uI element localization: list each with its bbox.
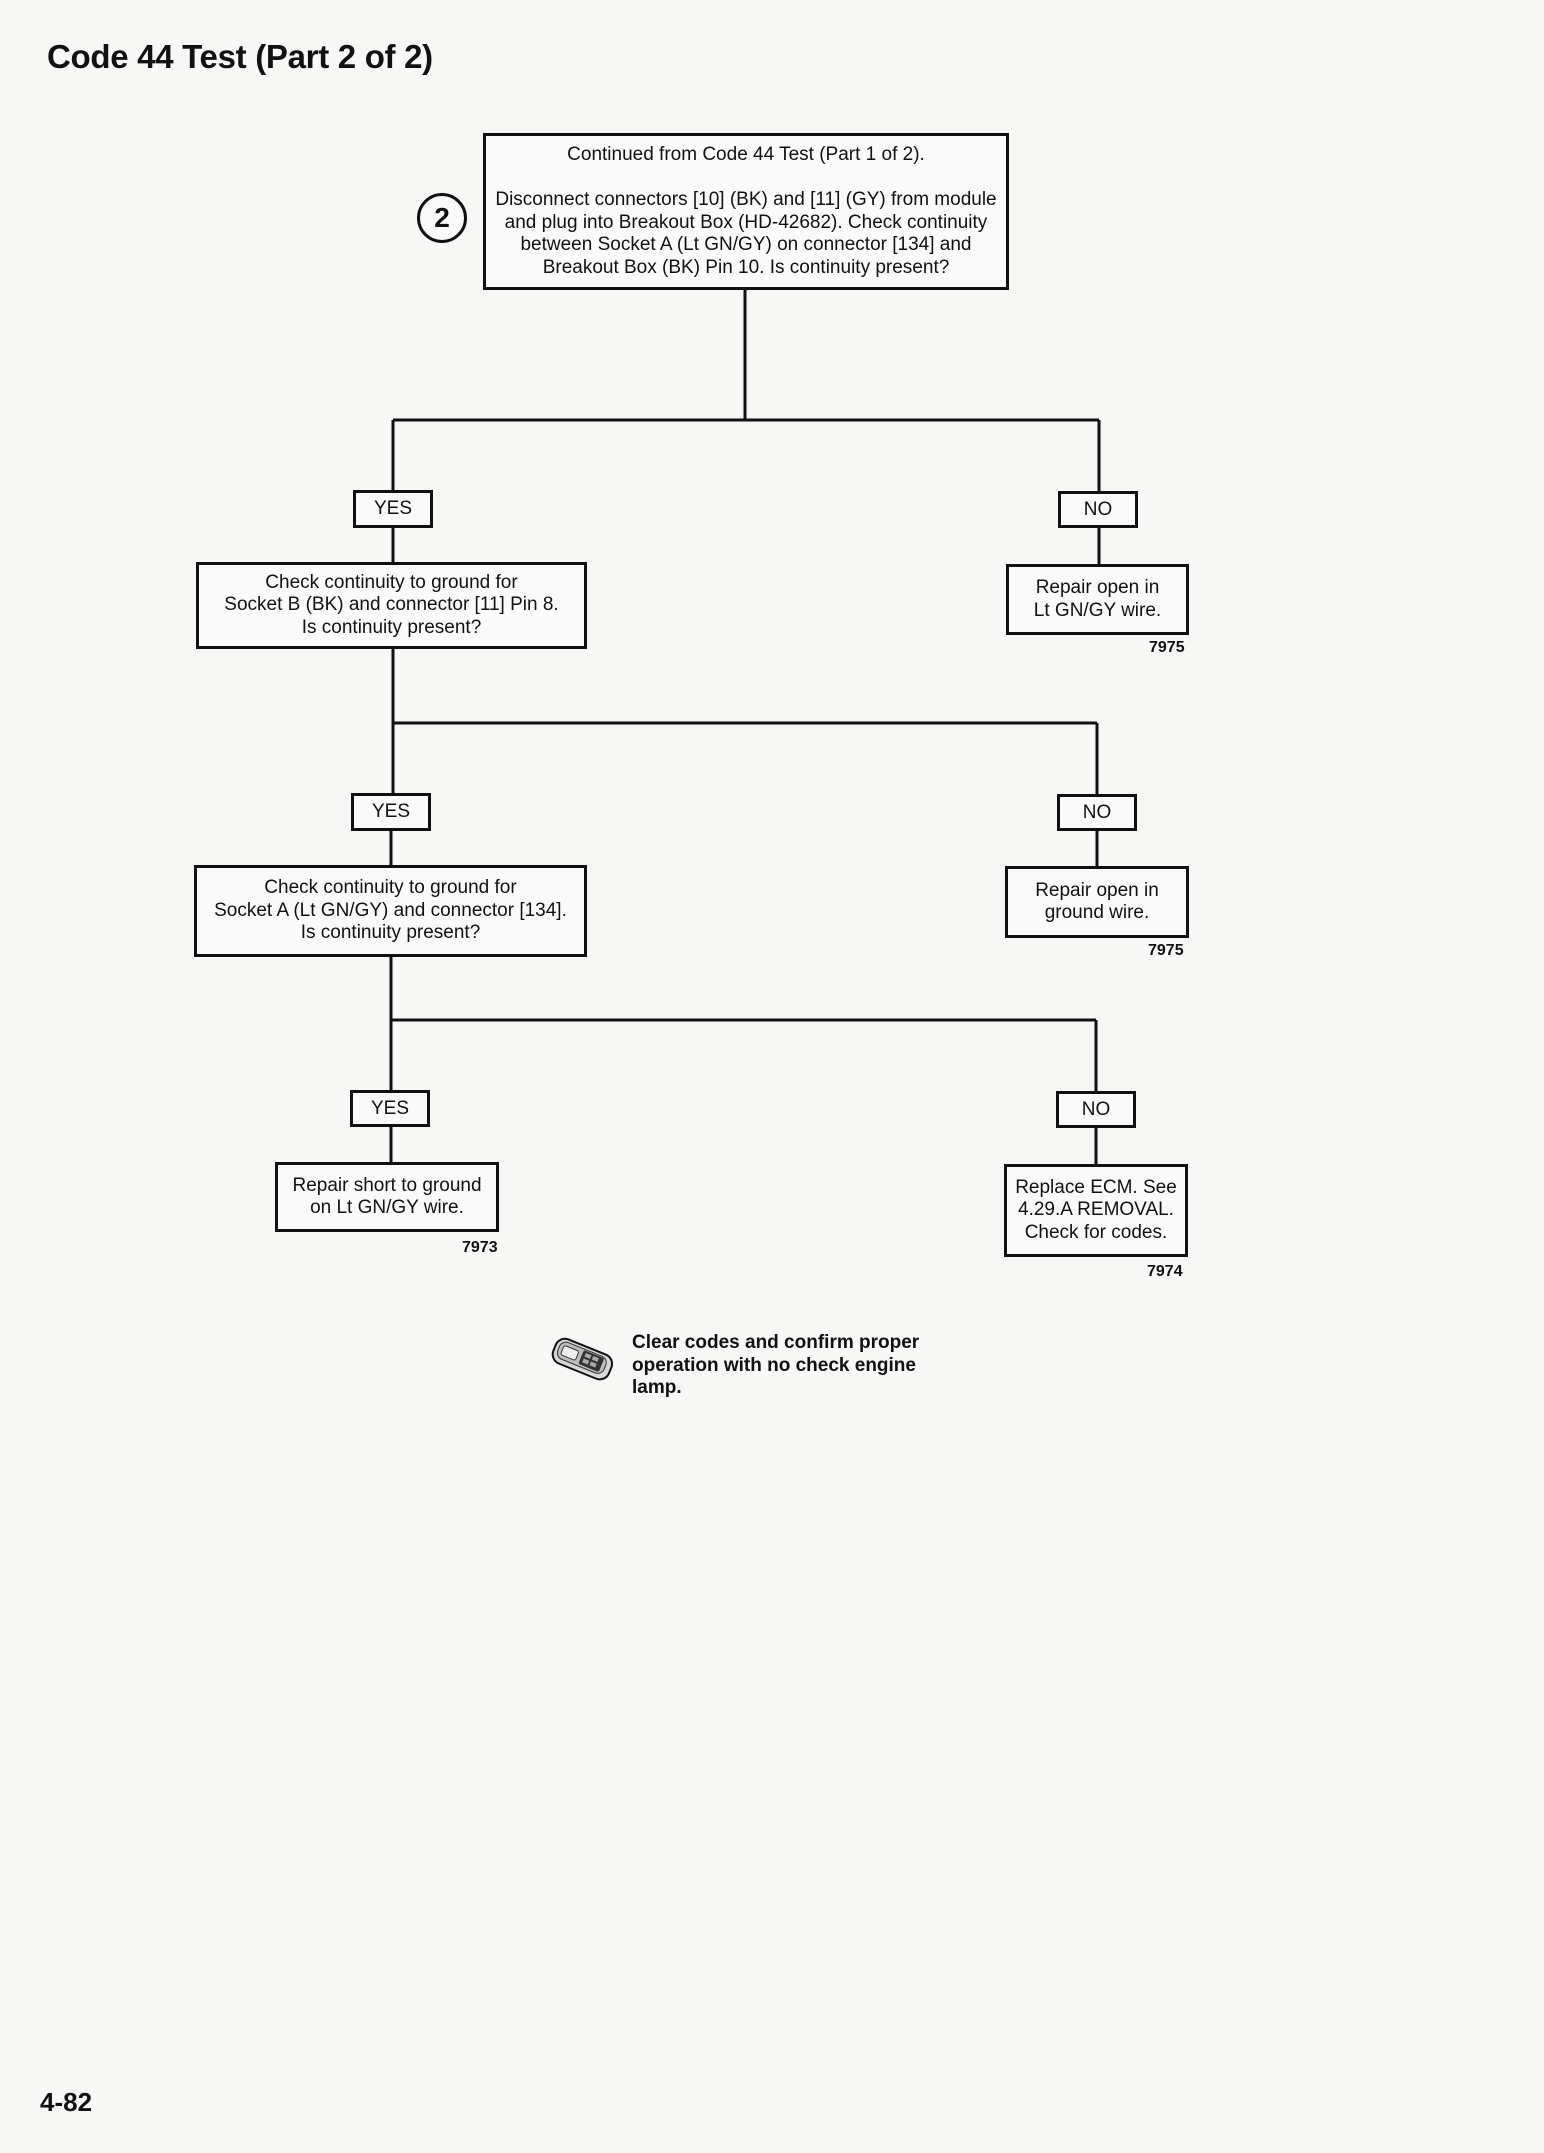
check-socket-b-text: Check continuity to ground for Socket B (BK) and connector [11] Pin 8. Is continuity present?	[224, 571, 559, 638]
reference-number: 7973	[462, 1239, 498, 1256]
reference-number: 7975	[1148, 942, 1184, 959]
yes-label-2: YES	[351, 793, 431, 831]
page-title: Code 44 Test (Part 2 of 2)	[47, 38, 433, 75]
yes-label-1: YES	[353, 490, 433, 528]
check-socket-a-box	[194, 865, 587, 957]
repair-open-ground-text: Repair open in ground wire.	[1035, 879, 1159, 923]
no-label-3: NO	[1056, 1091, 1136, 1128]
no-label-2: NO	[1057, 794, 1137, 831]
yes-label-3: YES	[350, 1090, 430, 1127]
final-note: Clear codes and confirm proper operation with no check engine lamp.	[632, 1332, 920, 1398]
repair-open-ltgngy-box	[1006, 564, 1189, 635]
repair-open-ltgngy-text: Repair open in Lt GN/GY wire.	[1033, 577, 1162, 621]
start-box-text: Continued from Code 44 Test (Part 1 of 2). Disconnect connectors [10] (BK) and [11] (GY) from module and plug into Breakout Box (HD-42682). Check continuity between Socket A (Lt GN/GY) on connector [134] and Breakout Box (BK) Pin 10. Is continuity present?	[495, 144, 997, 278]
replace-ecm-text: Replace ECM. See 4.29.A REMOVAL. Check for codes.	[1015, 1176, 1177, 1243]
reference-number: 7974	[1147, 1263, 1183, 1280]
page-number: 4-82	[40, 2087, 93, 2117]
check-socket-b-box	[196, 562, 587, 649]
repair-short-text: Repair short to ground on Lt GN/GY wire.	[292, 1174, 482, 1218]
reference-number: 7975	[1149, 639, 1185, 656]
replace-ecm-box	[1004, 1164, 1188, 1257]
no-label-1: NO	[1058, 491, 1138, 528]
repair-short-box	[275, 1162, 499, 1232]
check-socket-a-text: Check continuity to ground for Socket A (Lt GN/GY) and connector [134]. Is continuity present?	[214, 877, 567, 944]
repair-open-ground-box	[1005, 866, 1189, 938]
diagnostic-tool-icon	[546, 1334, 618, 1391]
start-box	[483, 133, 1009, 290]
step-marker: 2	[417, 193, 467, 243]
